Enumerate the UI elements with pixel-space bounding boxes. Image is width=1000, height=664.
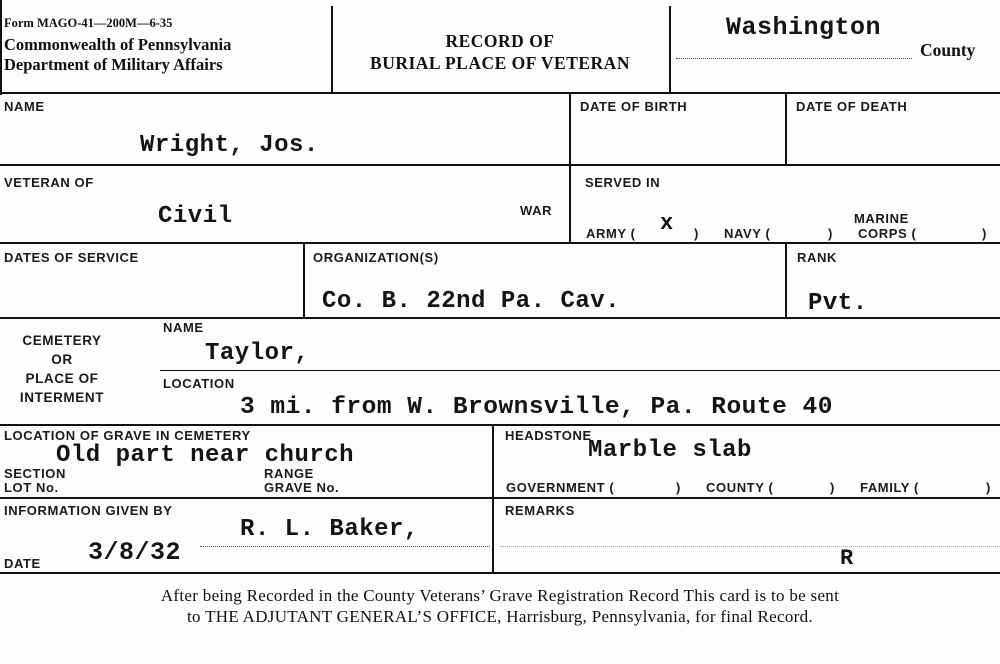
headstone-label: HEADSTONE — [505, 428, 592, 443]
remarks-dotted-line — [500, 546, 1000, 547]
row3-divider-1 — [303, 242, 305, 317]
footer-line1: After being Recorded in the County Veterans’ Grave Registration Record This card is to be sent — [160, 586, 840, 605]
grave-location-value: Old part near church — [56, 442, 355, 469]
form-title-line1: RECORD OF — [445, 31, 555, 51]
corps-close: ) — [982, 226, 987, 241]
form-title-line2: BURIAL PLACE OF VETERAN — [370, 53, 630, 73]
cemetery-label-3: PLACE OF — [25, 371, 99, 386]
info-given-by-label: INFORMATION GIVEN BY — [4, 503, 173, 518]
date-label: DATE — [4, 556, 41, 571]
remarks-label: REMARKS — [505, 503, 575, 518]
rule-row4-bottom — [0, 424, 1000, 426]
organization-value: Co. B. 22nd Pa. Cav. — [322, 288, 621, 315]
headstone-value: Marble slab — [588, 437, 752, 464]
cemetery-name-label: NAME — [163, 320, 204, 335]
form-number: Form MAGO-41—200M—6-35 — [4, 16, 173, 30]
rank-value: Pvt. — [808, 290, 868, 317]
cemetery-name-value: Taylor, — [205, 340, 310, 367]
marine-label: MARINE — [854, 211, 909, 226]
rule-row2-bottom — [0, 242, 1000, 244]
county-hs-label: COUNTY ( — [706, 480, 774, 495]
lot-label: LOT No. — [4, 480, 59, 495]
location-label: LOCATION — [163, 376, 235, 391]
county-label: County — [920, 40, 976, 60]
army-mark: x — [660, 211, 674, 236]
left-edge-top — [0, 0, 2, 95]
government-label: GOVERNMENT ( — [506, 480, 615, 495]
cemetery-label-1: CEMETERY — [22, 333, 102, 348]
date-value: 3/8/32 — [88, 538, 182, 567]
navy-close: ) — [828, 226, 833, 241]
section-label: SECTION — [4, 466, 66, 481]
family-label: FAMILY ( — [860, 480, 919, 495]
remarks-value: R — [840, 546, 854, 571]
name-label: NAME — [4, 99, 45, 114]
army-close: ) — [694, 226, 699, 241]
info-dotted-line — [200, 546, 490, 547]
corps-label: CORPS ( — [858, 226, 917, 241]
organization-label: ORGANIZATION(S) — [313, 250, 439, 265]
dob-dod-divider — [785, 92, 787, 164]
war-label: WAR — [520, 203, 553, 218]
info-given-by-value: R. L. Baker, — [240, 516, 419, 543]
rule-row3-bottom — [0, 317, 1000, 319]
dates-of-service-label: DATES OF SERVICE — [4, 250, 139, 265]
rule-row1-bottom — [0, 164, 1000, 166]
grave-location-label: LOCATION OF GRAVE IN CEMETERY — [4, 428, 251, 443]
cemetery-label-2: OR — [51, 352, 73, 367]
family-close: ) — [986, 480, 991, 495]
row3-divider-2 — [785, 242, 787, 317]
header-divider-2 — [669, 6, 671, 92]
navy-label: NAVY ( — [724, 226, 771, 241]
range-label: RANGE — [264, 466, 314, 481]
date-of-birth-label: DATE OF BIRTH — [580, 99, 688, 114]
rule-row5-bottom — [0, 497, 1000, 499]
cemetery-name-underline — [160, 370, 1000, 371]
date-of-death-label: DATE OF DEATH — [796, 99, 908, 114]
county-hs-close: ) — [830, 480, 835, 495]
name-value: Wright, Jos. — [140, 132, 319, 159]
government-close: ) — [676, 480, 681, 495]
served-in-label: SERVED IN — [585, 175, 661, 190]
army-label: ARMY ( — [586, 226, 636, 241]
row1-2-divider — [569, 92, 571, 242]
veteran-of-value: Civil — [158, 203, 233, 230]
footer-line2: to THE ADJUTANT GENERAL’S OFFICE, Harrisburg, Pennsylvania, for final Record. — [187, 607, 813, 626]
veteran-of-label: VETERAN OF — [4, 175, 94, 190]
department-name: Department of Military Affairs — [4, 55, 223, 74]
state-name: Commonwealth of Pennsylvania — [4, 35, 232, 54]
rule-row6-bottom — [0, 572, 1000, 574]
cemetery-label-4: INTERMENT — [19, 390, 105, 405]
rule-header-bottom — [0, 92, 1000, 94]
county-value: Washington — [726, 13, 882, 42]
county-dotted-line — [676, 58, 912, 59]
rank-label: RANK — [797, 250, 837, 265]
location-value: 3 mi. from W. Brownsville, Pa. Route 40 — [240, 394, 833, 421]
grave-no-label: GRAVE No. — [264, 480, 340, 495]
